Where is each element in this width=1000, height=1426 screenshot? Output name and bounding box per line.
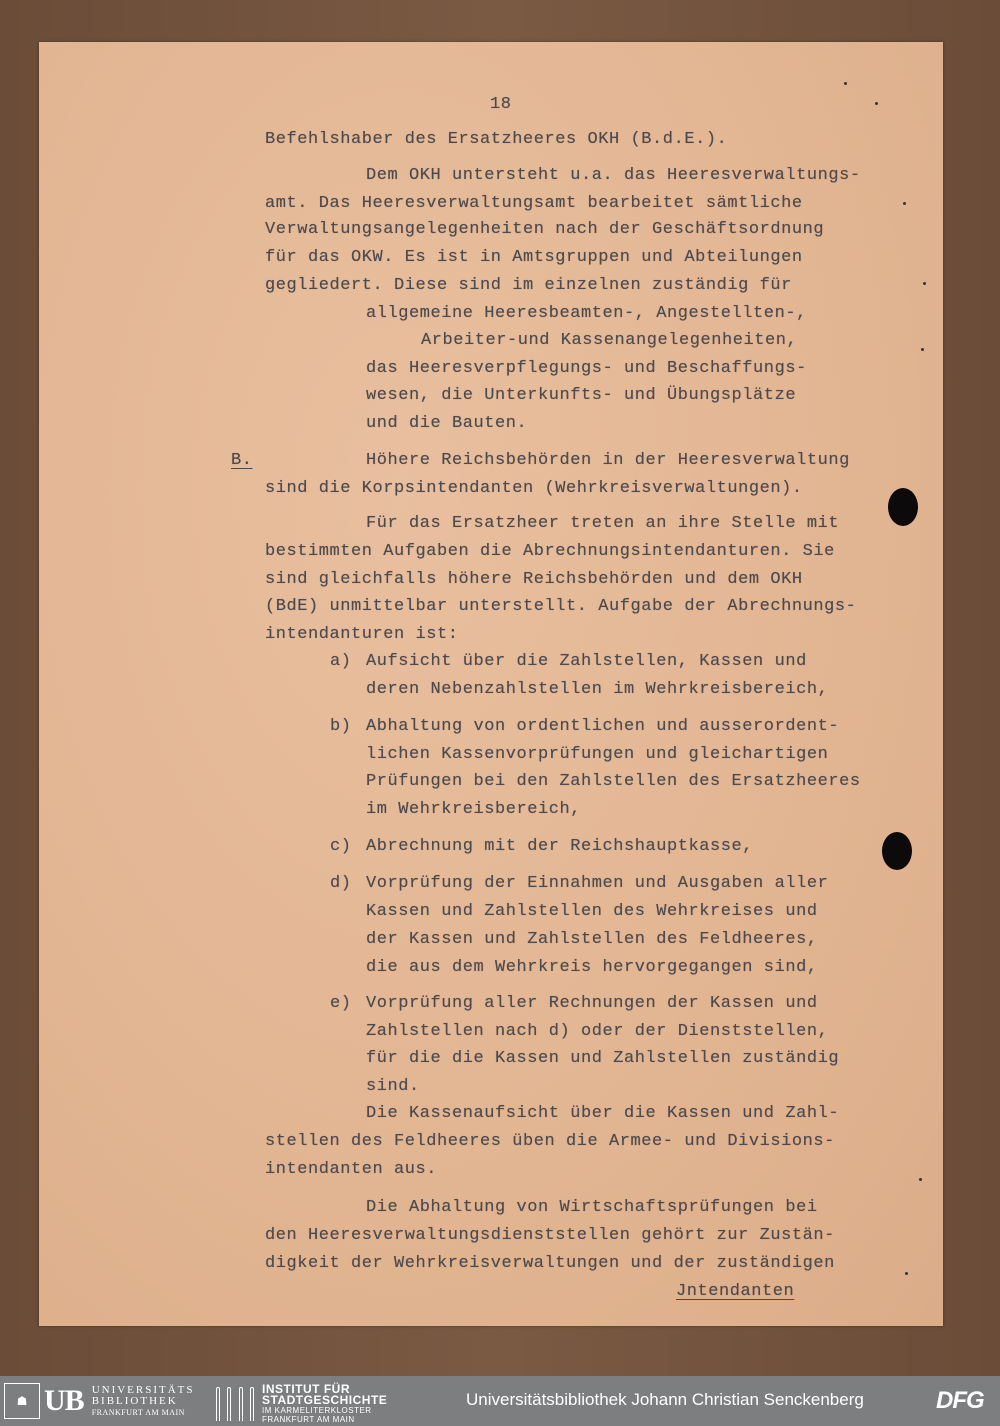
paper-speck (921, 348, 924, 351)
ub-line3: FRANKFURT AM MAIN (91, 1407, 185, 1417)
text-line: sind gleichfalls höhere Reichsbehörden und dem OKH (265, 570, 803, 589)
inst-line3: IM KARMELITERKLOSTER (262, 1406, 372, 1415)
item-marker: a) (330, 652, 352, 671)
library-name[interactable]: Universitätsbibliothek Johann Christian Senckenberg (466, 1390, 864, 1409)
text-line: intendanturen ist: (265, 625, 459, 644)
item-marker: e) (330, 994, 352, 1013)
text-line: Zahlstellen nach d) oder der Dienststellen, (366, 1022, 829, 1041)
text-line: Dem OKH untersteht u.a. das Heeresverwaltungs- (366, 166, 861, 185)
text-line: deren Nebenzahlstellen im Wehrkreisbereich, (366, 680, 829, 699)
text-line: Verwaltungsangelegenheiten nach der Geschäftsordnung (265, 220, 825, 239)
text-line: amt. Das Heeresverwaltungsamt bearbeitet sämtliche (265, 194, 803, 213)
punch-hole-bottom (882, 832, 912, 870)
text-line: Befehlshaber des Ersatzheeres OKH (B.d.E.). (265, 130, 728, 149)
text-line: Die Kassenaufsicht über die Kassen und Zahl- (366, 1104, 840, 1123)
text-line: Vorprüfung der Einnahmen und Ausgaben aller (366, 874, 829, 893)
ub-logo[interactable] (4, 1384, 195, 1418)
text-line: sind die Korpsintendanten (Wehrkreisverwaltungen). (265, 479, 803, 498)
ub-text (92, 1385, 195, 1418)
text-line: Aufsicht über die Zahlstellen, Kassen und (366, 652, 807, 671)
text-line: Die Abhaltung von Wirtschaftsprüfungen bei (366, 1198, 818, 1217)
text-line: für das OKW. Es ist in Amtsgruppen und Abteilungen (265, 248, 803, 267)
text-line: Abrechnung mit der Reichshauptkasse, (366, 837, 754, 856)
ub-letters: UB (44, 1384, 84, 1417)
text-line: sind. (366, 1077, 420, 1096)
inst-line2: STADTGESCHICHTE (262, 1393, 388, 1407)
ub-line2: BIBLIOTHEK (91, 1394, 178, 1407)
paper-speck (844, 82, 847, 85)
text-line: im Wehrkreisbereich, (366, 800, 582, 819)
text-line: Höhere Reichsbehörden in der Heeresverwaltung (366, 451, 850, 470)
text-line: für die die Kassen und Zahlstellen zuständig (366, 1049, 840, 1068)
text-line: intendanten aus. (265, 1160, 438, 1179)
text-line: der Kassen und Zahlstellen des Feldheeres, (366, 930, 818, 949)
text-line: stellen des Feldheeres üben die Armee- und Divisions- (265, 1132, 835, 1151)
text-line: lichen Kassenvorprüfungen und gleichartigen (366, 745, 829, 764)
text-line: Abhaltung von ordentlichen und ausserordent- (366, 717, 840, 736)
text-line: Arbeiter-und Kassenangelegenheiten, (421, 331, 798, 350)
page-number: 18 (490, 95, 512, 114)
paper-speck (919, 1178, 922, 1181)
paper-speck (875, 102, 878, 105)
paper-speck (905, 1272, 908, 1275)
item-marker: b) (330, 717, 352, 736)
text-line: digkeit der Wehrkreisverwaltungen und der zuständigen (265, 1254, 835, 1273)
text-line: gegliedert. Diese sind im einzelnen zuständig für (265, 276, 792, 295)
text-line: Vorprüfung aller Rechnungen der Kassen und (366, 994, 818, 1013)
punch-hole-top (888, 488, 918, 526)
inst-line4: FRANKFURT AM MAIN (262, 1415, 355, 1424)
item-marker: d) (330, 874, 352, 893)
text-line: allgemeine Heeresbeamten-, Angestellten-, (366, 304, 807, 323)
ub-line1: UNIVERSITÄTS (91, 1383, 195, 1396)
arches-icon (216, 1387, 254, 1421)
dfg-logo[interactable]: DFG (936, 1387, 984, 1414)
text-line: Für das Ersatzheer treten an ihre Stelle mit (366, 514, 840, 533)
footer-bar (0, 1376, 1000, 1426)
text-line: das Heeresverpflegungs- und Beschaffungs- (366, 359, 807, 378)
text-line: die aus dem Wehrkreis hervorgegangen sind, (366, 958, 818, 977)
text-line: den Heeresverwaltungsdienststellen gehört zur Zustän- (265, 1226, 835, 1245)
paper-speck (923, 282, 926, 285)
paper-speck (903, 202, 906, 205)
item-marker: c) (330, 837, 352, 856)
text-line: bestimmten Aufgaben die Abrechnungsintendanturen. Sie (265, 542, 835, 561)
institut-logo[interactable] (216, 1384, 387, 1424)
catchword: Jntendanten (676, 1282, 795, 1301)
institut-text (262, 1384, 387, 1424)
section-label: B. (231, 451, 253, 470)
ub-seal-icon: ☗ (4, 1383, 40, 1419)
inst-line1: INSTITUT FÜR (262, 1382, 350, 1396)
text-line: und die Bauten. (366, 414, 528, 433)
text-line: Prüfungen bei den Zahlstellen des Ersatzheeres (366, 772, 861, 791)
text-line: (BdE) unmittelbar unterstellt. Aufgabe der Abrechnungs- (265, 597, 857, 616)
text-line: Kassen und Zahlstellen des Wehrkreises und (366, 902, 818, 921)
text-line: wesen, die Unterkunfts- und Übungsplätze (366, 386, 797, 405)
